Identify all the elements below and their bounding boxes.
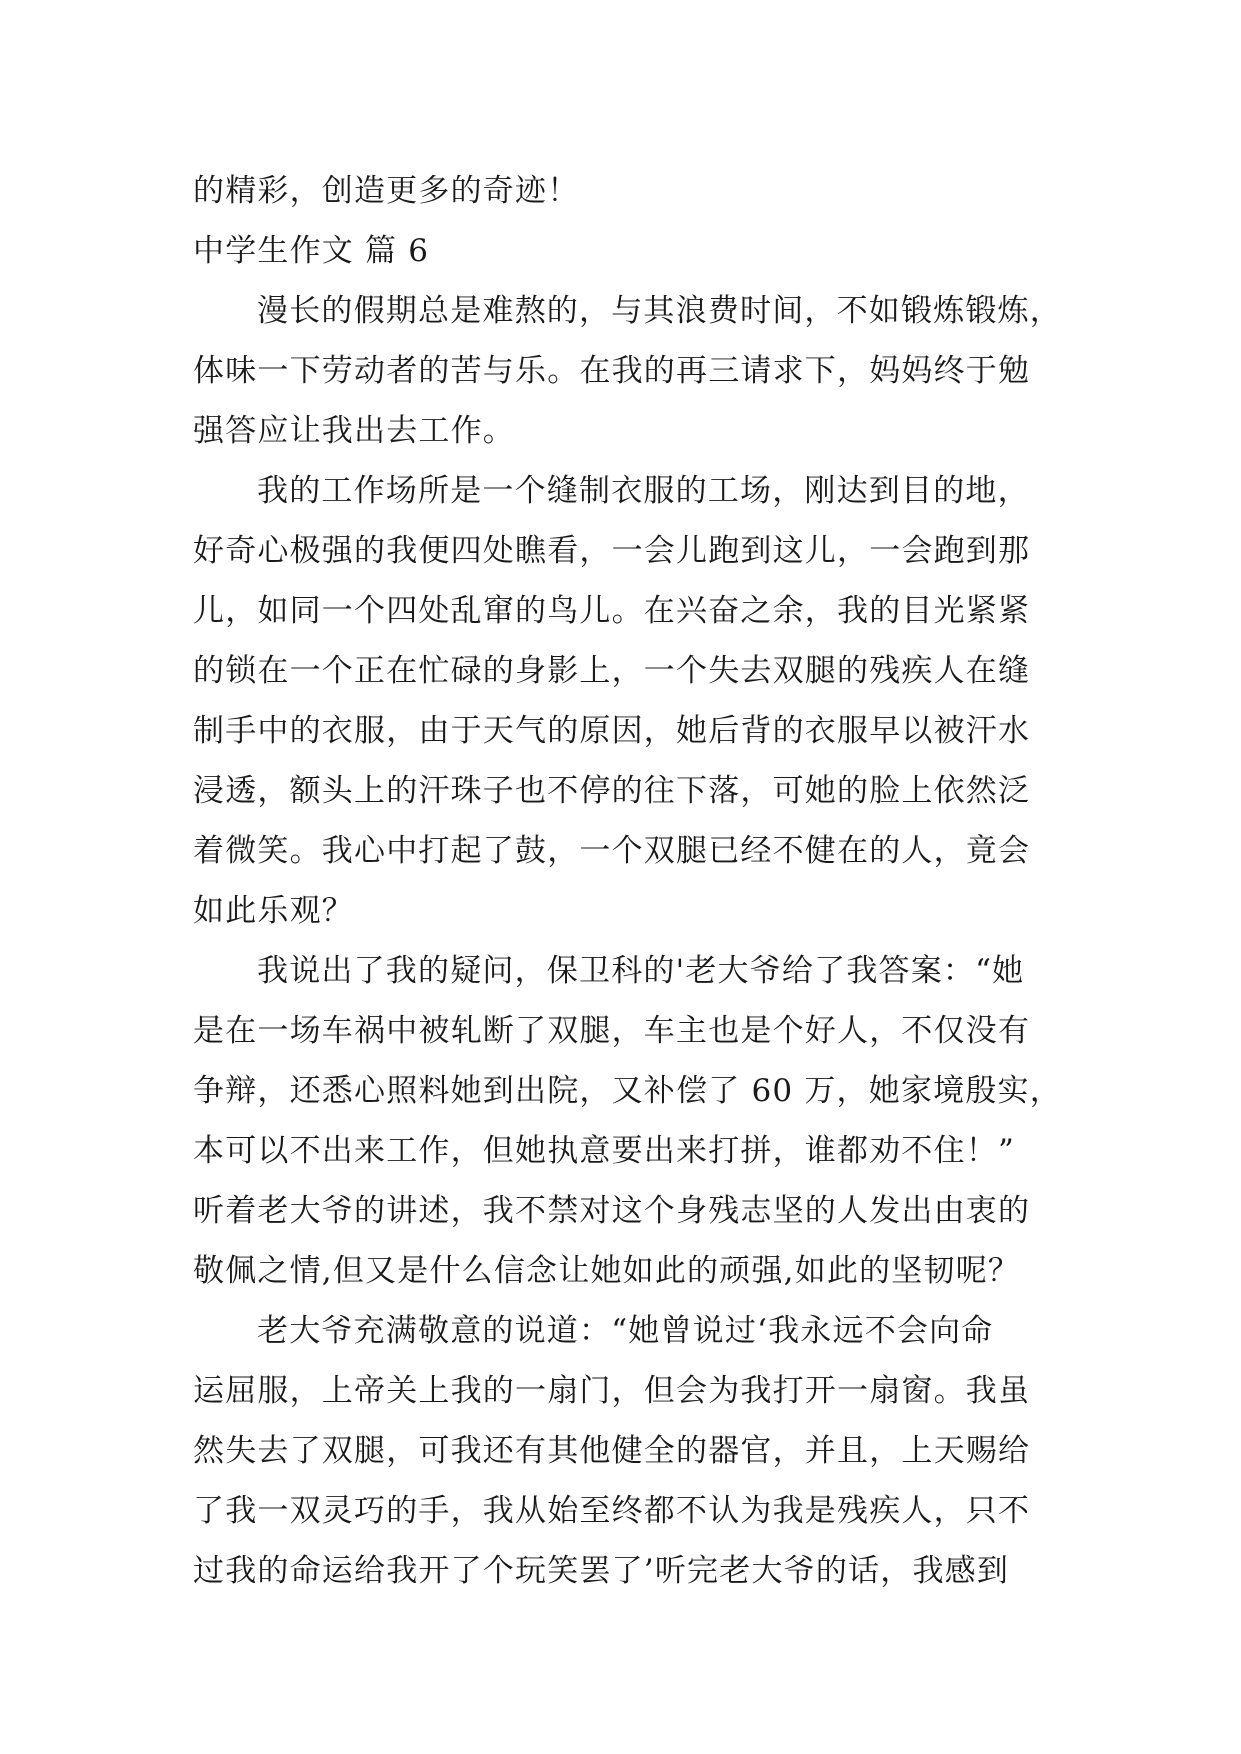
text-line: 的锁在一个正在忙碌的身影上，一个失去双腿的残疾人在缝	[193, 653, 1031, 689]
text-line: 过我的命运给我开了个玩笑罢了’听完老大爷的话，我感到	[193, 1553, 1010, 1589]
text-line: 敬佩之情,但又是什么信念让她如此的顽强,如此的坚韧呢？	[193, 1253, 1021, 1289]
text-line: 的精彩，创造更多的奇迹！	[193, 173, 580, 209]
text-line: 老大爷充满敬意的说道：“她曾说过‘我永远不会向命	[257, 1313, 994, 1349]
text-line: 听着老大爷的讲述，我不禁对这个身残志坚的人发出由衷的	[193, 1193, 1031, 1229]
text-line: 争辩，还悉心照料她到出院，又补偿了 60 万，她家境殷实，	[193, 1073, 1062, 1109]
text-line: 浸透，额头上的汗珠子也不停的往下落，可她的脸上依然泛	[193, 773, 1031, 809]
text-line: 运屈服，上帝关上我的一扇门，但会为我打开一扇窗。我虽	[193, 1373, 1031, 1409]
document-body	[193, 161, 1063, 1601]
text-line: 儿，如同一个四处乱窜的鸟儿。在兴奋之余，我的目光紧紧	[193, 593, 1031, 629]
text-line: 然失去了双腿，可我还有其他健全的器官，并且，上天赐给	[193, 1433, 1031, 1469]
text-line: 着微笑。我心中打起了鼓，一个双腿已经不健在的人，竟会	[193, 833, 1031, 869]
text-line: 我说出了我的疑问，保卫科的'老大爷给了我答案：“她	[257, 953, 1025, 989]
text-line: 本可以不出来工作，但她执意要出来打拼，谁都劝不住！”	[193, 1133, 1016, 1169]
text-line: 如此乐观？	[193, 893, 354, 929]
text-line: 强答应让我出去工作。	[193, 413, 515, 449]
text-line: 体味一下劳动者的苦与乐。在我的再三请求下，妈妈终于勉	[193, 353, 1031, 389]
text-line: 漫长的假期总是难熬的，与其浪费时间，不如锻炼锻炼，	[257, 293, 1062, 329]
section-heading: 中学生作文 篇 6	[193, 233, 430, 269]
text-line: 我的工作场所是一个缝制衣服的工场，刚达到目的地，	[257, 473, 1030, 509]
text-line: 是在一场车祸中被轧断了双腿，车主也是个好人，不仅没有	[193, 1013, 1031, 1049]
text-line: 制手中的衣服，由于天气的原因，她后背的衣服早以被汗水	[193, 713, 1031, 749]
text-line: 了我一双灵巧的手，我从始至终都不认为我是残疾人，只不	[193, 1493, 1031, 1529]
text-line: 好奇心极强的我便四处瞧看，一会儿跑到这儿，一会跑到那	[193, 533, 1031, 569]
